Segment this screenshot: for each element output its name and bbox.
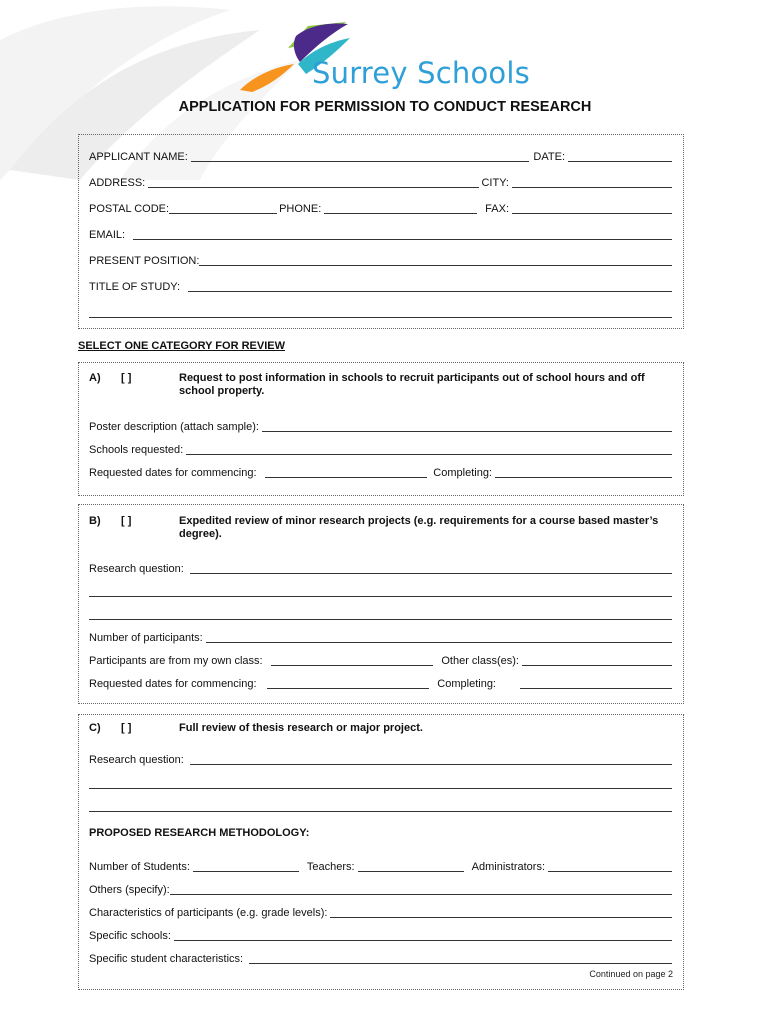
commencing-label-a: Requested dates for commencing: — [89, 467, 257, 479]
counts-row — [89, 859, 672, 873]
address-field[interactable] — [148, 177, 479, 188]
specific-schools-row — [89, 928, 672, 942]
applicant-info-box — [78, 134, 684, 329]
email-row — [89, 227, 672, 241]
specific-schools-label: Specific schools: — [89, 930, 171, 942]
research-question-field-c[interactable] — [190, 754, 672, 765]
category-a-box — [78, 362, 684, 496]
postal-code-label: POSTAL CODE: — [89, 203, 170, 215]
student-characteristics-row — [89, 951, 672, 965]
participants-field[interactable] — [206, 632, 672, 643]
category-a-letter: A) — [89, 372, 101, 384]
research-question-line-c2[interactable] — [89, 788, 672, 789]
category-a-description: Request to post information in schools to recruit participants out of school hours and off school property. — [179, 372, 645, 397]
schools-row — [89, 442, 672, 456]
research-question-line-b3[interactable] — [89, 619, 672, 620]
present-position-field[interactable] — [199, 255, 672, 266]
others-label: Others (specify): — [89, 884, 170, 896]
participants-label: Number of participants: — [89, 632, 203, 644]
research-question-field-b[interactable] — [190, 563, 672, 574]
select-category-heading: SELECT ONE CATEGORY FOR REVIEW — [78, 340, 285, 352]
postal-code-field[interactable] — [169, 203, 277, 214]
dates-row-a — [89, 465, 672, 479]
characteristics-label: Characteristics of participants (e.g. grade levels): — [89, 907, 328, 919]
students-label: Number of Students: — [89, 861, 190, 873]
category-b-box — [78, 504, 684, 704]
city-label: CITY: — [481, 177, 509, 189]
completing-field-a[interactable] — [495, 467, 672, 478]
own-class-field[interactable] — [271, 655, 434, 666]
completing-field-b[interactable] — [520, 678, 672, 689]
category-b-checkbox[interactable]: [ ] — [121, 515, 132, 527]
students-field[interactable] — [193, 861, 299, 872]
applicant-name-field[interactable] — [191, 151, 530, 162]
administrators-label: Administrators: — [471, 861, 545, 873]
poster-description-field[interactable] — [262, 421, 672, 432]
others-field[interactable] — [170, 884, 672, 895]
commencing-field-b[interactable] — [267, 678, 430, 689]
commencing-label-b: Requested dates for commencing: — [89, 678, 257, 690]
study-title-row — [89, 279, 672, 293]
poster-row — [89, 419, 672, 433]
completing-label-b: Completing: — [437, 678, 496, 690]
other-class-field[interactable] — [522, 655, 672, 666]
research-question-row-b — [89, 561, 672, 575]
class-row — [89, 653, 672, 667]
applicant-name-row — [89, 149, 672, 163]
logo-text: Surrey Schools — [312, 56, 530, 90]
research-question-label-b: Research question: — [89, 563, 184, 575]
research-question-line-b2[interactable] — [89, 596, 672, 597]
category-b-description: Expedited review of minor research projects (e.g. requirements for a course based master’s degree). — [179, 515, 659, 540]
study-title-label: TITLE OF STUDY: — [89, 281, 181, 293]
continued-note: Continued on page 2 — [589, 969, 673, 979]
category-c-letter: C) — [89, 722, 101, 734]
methodology-heading: PROPOSED RESEARCH METHODOLOGY: — [89, 827, 310, 839]
teachers-field[interactable] — [358, 861, 464, 872]
characteristics-row — [89, 905, 672, 919]
teachers-label: Teachers: — [306, 861, 355, 873]
phone-label: PHONE: — [279, 203, 322, 215]
fax-field[interactable] — [512, 203, 672, 214]
dates-row-b — [89, 676, 672, 690]
student-characteristics-field[interactable] — [249, 953, 672, 964]
poster-description-label: Poster description (attach sample): — [89, 421, 259, 433]
study-title-continuation-line[interactable] — [89, 317, 672, 318]
city-field[interactable] — [512, 177, 672, 188]
participants-row — [89, 630, 672, 644]
email-field[interactable] — [133, 229, 672, 240]
email-label: EMAIL: — [89, 229, 126, 241]
characteristics-field[interactable] — [330, 907, 672, 918]
category-b-letter: B) — [89, 515, 101, 527]
date-label: DATE: — [533, 151, 565, 163]
address-row — [89, 175, 672, 189]
category-c-description: Full review of thesis research or major project. — [179, 722, 423, 734]
page-title: APPLICATION FOR PERMISSION TO CONDUCT RESEARCH — [178, 99, 592, 115]
specific-schools-field[interactable] — [174, 930, 672, 941]
others-row — [89, 882, 672, 896]
schools-requested-label: Schools requested: — [89, 444, 184, 456]
postal-row — [89, 201, 672, 215]
date-field[interactable] — [568, 151, 672, 162]
category-a-checkbox[interactable]: [ ] — [121, 372, 132, 384]
present-position-label: PRESENT POSITION: — [89, 255, 200, 267]
student-characteristics-label: Specific student characteristics: — [89, 953, 244, 965]
address-label: ADDRESS: — [89, 177, 146, 189]
other-class-label: Other class(es): — [441, 655, 519, 667]
phone-field[interactable] — [324, 203, 477, 214]
category-c-box — [78, 714, 684, 990]
completing-label-a: Completing: — [433, 467, 492, 479]
category-c-checkbox[interactable]: [ ] — [121, 722, 132, 734]
commencing-field-a[interactable] — [265, 467, 428, 478]
study-title-field[interactable] — [188, 281, 672, 292]
research-question-line-c3[interactable] — [89, 811, 672, 812]
applicant-name-label: APPLICANT NAME: — [89, 151, 188, 163]
fax-label: FAX: — [485, 203, 509, 215]
own-class-label: Participants are from my own class: — [89, 655, 263, 667]
schools-requested-field[interactable] — [186, 444, 672, 455]
research-question-row-c — [89, 752, 672, 766]
position-row — [89, 253, 672, 267]
research-question-label-c: Research question: — [89, 754, 184, 766]
administrators-field[interactable] — [548, 861, 672, 872]
